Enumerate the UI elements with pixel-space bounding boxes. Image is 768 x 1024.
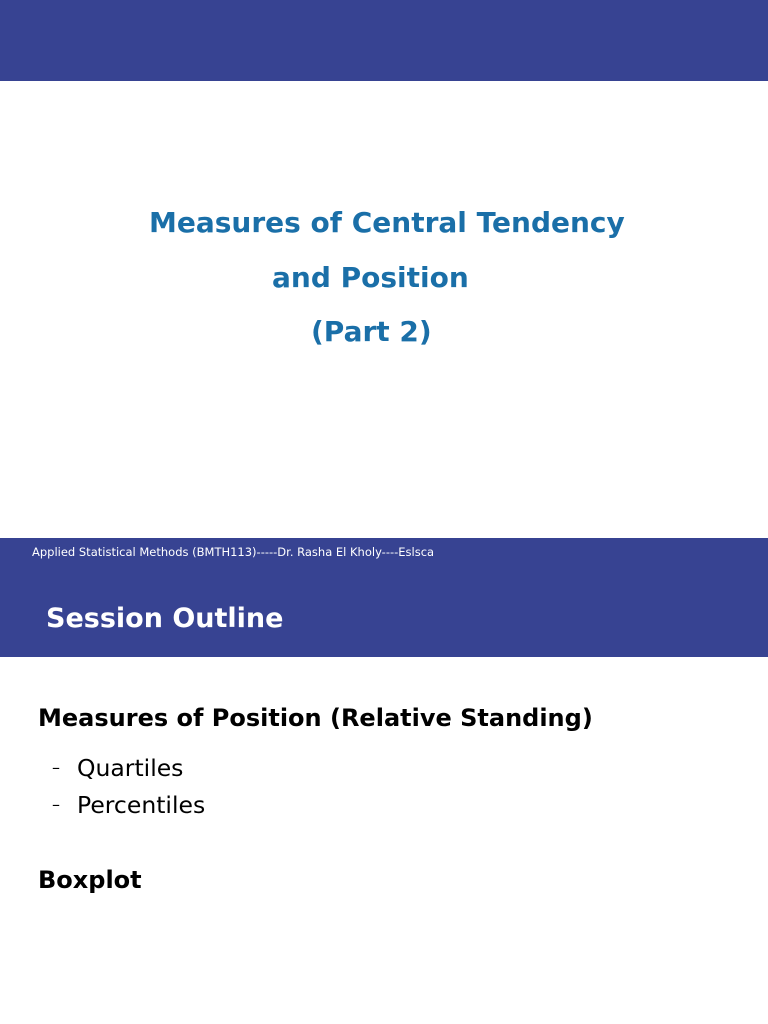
section-heading-position: Measures of Position (Relative Standing) — [38, 704, 593, 732]
slide-title: Session Outline — [46, 603, 284, 634]
list-item-label: Quartiles — [77, 754, 184, 782]
list-item-label: Percentiles — [77, 791, 206, 819]
list-item-quartiles — [52, 754, 183, 782]
course-footer: Applied Statistical Methods (BMTH113)-----Dr. Rasha El Kholy----Eslsca — [32, 545, 435, 559]
outline-slide-header — [0, 538, 768, 657]
header-band — [0, 0, 768, 81]
dash-bullet-icon: – — [52, 795, 60, 814]
title-line-3: (Part 2) — [311, 315, 432, 348]
title-line-2: and Position — [272, 261, 469, 294]
list-item-percentiles — [52, 791, 205, 819]
section-heading-boxplot: Boxplot — [38, 866, 142, 894]
dash-bullet-icon: – — [52, 758, 60, 777]
title-line-1: Measures of Central Tendency — [149, 206, 625, 239]
outline-slide-body — [0, 657, 768, 1024]
